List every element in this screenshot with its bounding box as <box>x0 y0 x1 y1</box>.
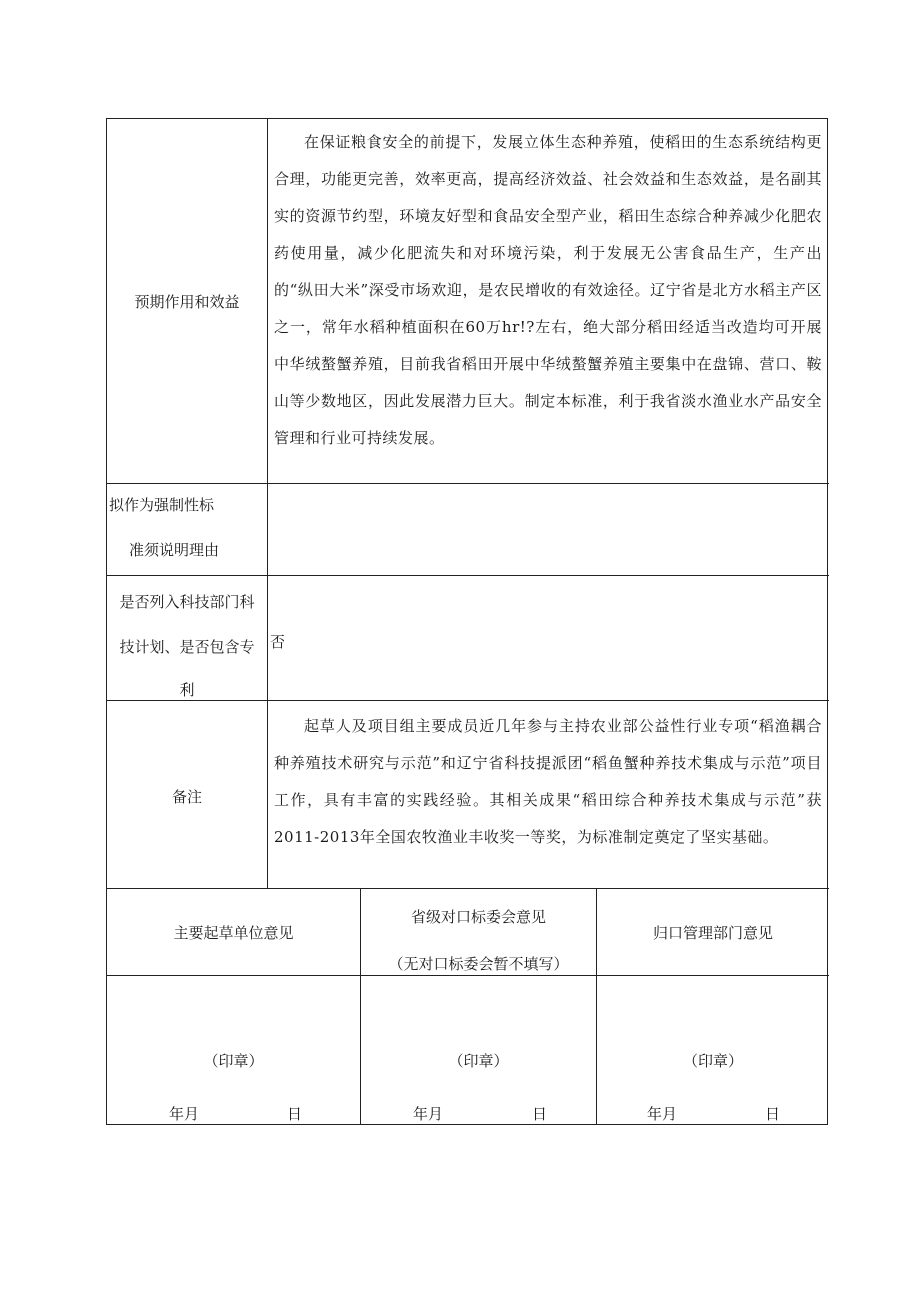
drafting-unit-opinion-title: 主要起草单位意见 <box>173 924 294 942</box>
management-dept-date-year-month: 年月 <box>647 1105 678 1123</box>
tech-plan-label-line1: 是否列入科技部门科 <box>119 593 255 611</box>
label-column-divider <box>267 119 268 888</box>
tech-plan-answer: 否 <box>270 633 286 651</box>
remarks-text: 起草人及项目组主要成员近几年参与主持农业部公益性行业专项“稻渔耦合种养殖技术研究与示范”和辽宁省科技提派团“稻鱼蟹种养技术集成与示范”项目工作，具有丰富的实践经验。其相关成果“稻田综合种养技术集成与示范”获2011-2013年全国农牧渔业丰收奖一等奖，为标准制定奠定了坚实基础。 <box>274 717 822 846</box>
management-dept-date-day: 日 <box>765 1105 781 1123</box>
standard-proposal-form <box>106 118 828 1125</box>
drafting-unit-date-day: 日 <box>287 1105 303 1123</box>
row-divider-2 <box>107 575 829 576</box>
row-divider-1 <box>107 483 829 484</box>
row-divider-4 <box>107 888 829 889</box>
row-divider-5 <box>107 975 829 976</box>
management-dept-seal: （印章） <box>682 1052 743 1070</box>
drafting-unit-seal: （印章） <box>203 1052 264 1070</box>
row-divider-3 <box>107 700 829 701</box>
mandatory-reason-label-line1: 拟作为强制性标 <box>109 496 215 514</box>
remarks-label: 备注 <box>171 788 202 806</box>
provincial-committee-date-year-month: 年月 <box>413 1105 444 1123</box>
provincial-committee-opinion-title: 省级对口标委会意见 <box>410 908 546 926</box>
drafting-unit-date-year-month: 年月 <box>169 1105 200 1123</box>
provincial-committee-date-day: 日 <box>532 1105 548 1123</box>
tech-plan-label-line3: 利 <box>179 681 195 699</box>
mandatory-reason-label-line2: 准须说明理由 <box>129 541 220 559</box>
provincial-committee-seal: （印章） <box>448 1052 509 1070</box>
expected-effect-label: 预期作用和效益 <box>134 293 240 311</box>
expected-effect-text: 在保证粮食安全的前提下，发展立体生态种养殖，使稻田的生态系统结构更合理，功能更完善，效率更高，提高经济效益、社会效益和生态效益，是名副其实的资源节约型，环境友好型和食品安全型产业，稻田生态综合种养减少化肥农药使用量，减少化肥流失和对环境污染，利于发展无公害食品生产，生产出的“纵田大米”深受市场欢迎，是农民增收的有效途径。辽宁省是北方水稻主产区之一，常年水稻种植面积在60万hr!?左右，绝大部分稻田经适当改造均可开展中华绒螯蟹养殖，目前我省稻田开展中华绒螯蟹养殖主要集中在盘锦、营口、鞍山等少数地区，因此发展潜力巨大。制定本标准，利于我省淡水渔业水产品安全管理和行业可持续发展。 <box>274 133 822 447</box>
provincial-committee-opinion-note: （无对口标委会暂不填写） <box>388 955 569 973</box>
management-dept-opinion-title: 归口管理部门意见 <box>652 924 773 942</box>
tech-plan-label-line2: 技计划、是否包含专 <box>119 638 255 656</box>
